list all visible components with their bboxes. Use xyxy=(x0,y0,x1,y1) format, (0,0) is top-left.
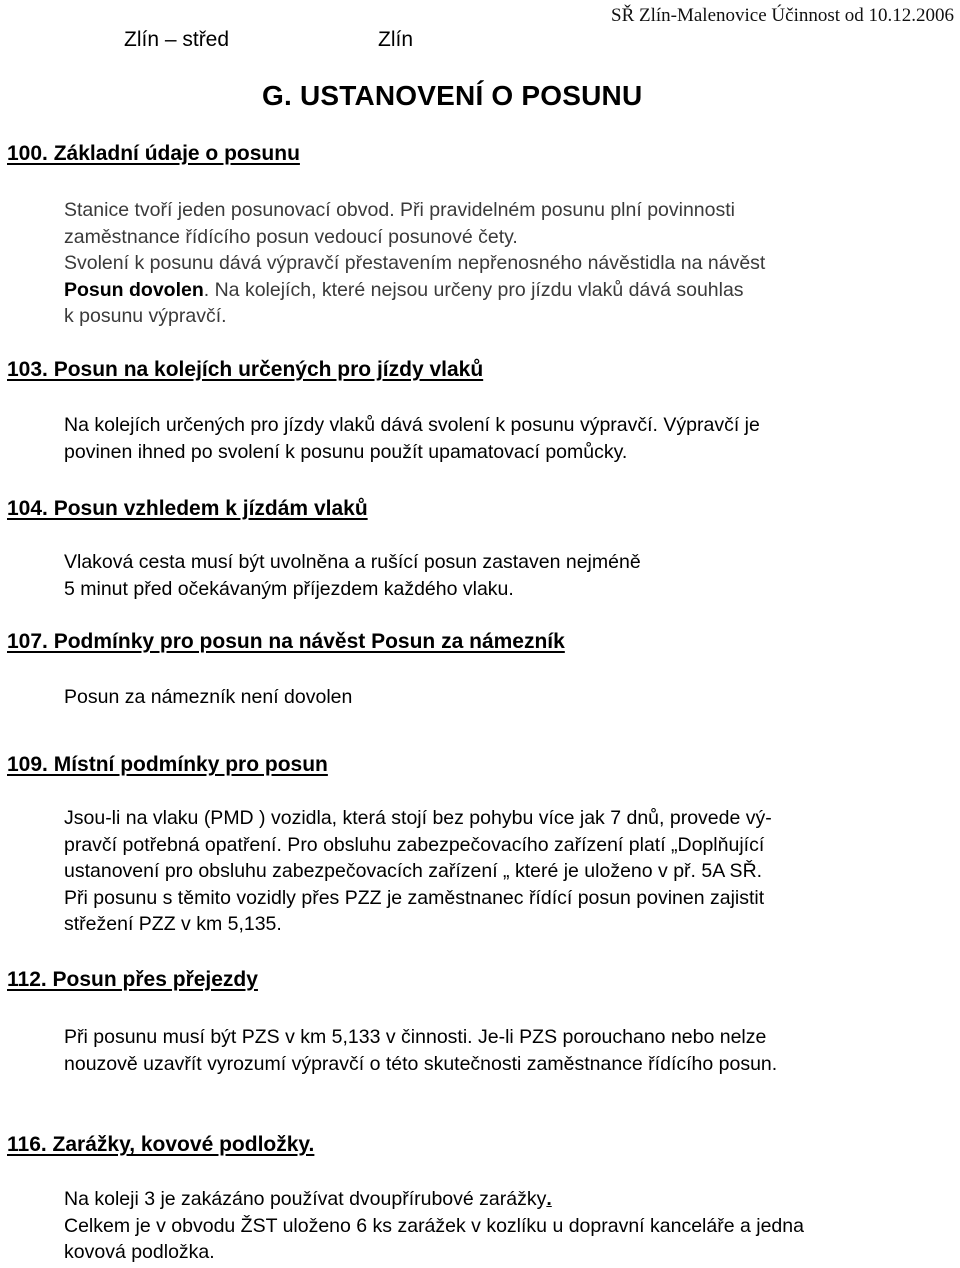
section-body-112 xyxy=(64,1024,777,1077)
text-fragment-dot: . xyxy=(546,1188,552,1210)
text-line: Stanice tvoří jeden posunovací obvod. Při pravidelném posunu plní povinnosti xyxy=(64,199,735,221)
section-body-103 xyxy=(64,412,760,465)
text-line: zaměstnance řídícího posun vedoucí posunové čety. xyxy=(64,225,518,248)
section-heading-107: 107. Podmínky pro posun na návěst Posun za námezník xyxy=(7,630,565,653)
text-line: Posun za námezník není dovolen xyxy=(64,686,353,708)
page-title: G. USTANOVENÍ O POSUNU xyxy=(262,80,643,111)
section-heading-109: 109. Místní podmínky pro posun xyxy=(7,753,328,776)
text-line: kovová podložka. xyxy=(64,1241,215,1263)
text-line: Na kolejích určených pro jízdy vlaků dává svolení k posunu výpravčí. Výpravčí je xyxy=(64,414,760,436)
section-body-107 xyxy=(64,684,352,711)
section-heading-103: 103. Posun na kolejích určených pro jízdy vlaků xyxy=(7,358,484,381)
text-line xyxy=(64,1186,804,1213)
text-line: nouzově uzavřít vyrozumí výpravčí o této skutečnosti zaměstnance řídícího posun. xyxy=(64,1052,778,1075)
text-fragment: Na koleji 3 je zakázáno používat dvoupřírubové zarážky xyxy=(64,1188,547,1210)
text-line: Svolení k posunu dává výpravčí přestavením nepřenosného návěstidla na návěst xyxy=(64,252,766,274)
section-heading-100: 100. Základní údaje o posunu xyxy=(7,142,300,165)
text-line: Při posunu s těmito vozidly přes PZZ je zaměstnanec řídící posun povinen zajistit xyxy=(64,886,765,909)
section-body-100 xyxy=(64,197,765,330)
text-line: povinen ihned po svolení k posunu použít upamatovací pomůcky. xyxy=(64,440,628,463)
header-regulation-info: SŘ Zlín-Malenovice Účinnost od 10.12.2006 xyxy=(611,5,955,26)
section-heading-116: 116. Zarážky, kovové podložky. xyxy=(7,1133,315,1156)
text-line: Celkem je v obvodu ŽST uloženo 6 ks zarážek v kozlíku u dopravní kanceláře a jedna xyxy=(64,1214,804,1237)
section-body-116 xyxy=(64,1186,804,1266)
text-fragment: . Na kolejích, které nejsou určeny pro jízdu vlaků dává souhlas xyxy=(203,278,744,301)
text-line xyxy=(64,277,765,304)
text-line: Vlaková cesta musí být uvolněna a rušící posun zastaven nejméně xyxy=(64,551,641,573)
text-line: k posunu výpravčí. xyxy=(64,305,227,327)
header-location-left: Zlín – střed xyxy=(124,28,230,51)
section-body-109 xyxy=(64,805,772,938)
header-location-middle: Zlín xyxy=(378,28,414,51)
signal-name-bold: Posun dovolen xyxy=(64,278,204,301)
section-heading-104: 104. Posun vzhledem k jízdám vlaků xyxy=(7,497,368,520)
section-heading-112: 112. Posun přes přejezdy xyxy=(7,968,258,991)
text-line: 5 minut před očekávaným příjezdem každého vlaku. xyxy=(64,577,514,600)
text-line: střežení PZZ v km 5,135. xyxy=(64,913,282,935)
text-line: Jsou-li na vlaku (PMD ) vozidla, která stojí bez pohybu více jak 7 dnů, provede vý- xyxy=(64,807,772,829)
text-line: ustanovení pro obsluhu zabezpečovacích zařízení „ které je uloženo v př. 5A SŘ. xyxy=(64,860,763,882)
section-body-104 xyxy=(64,549,641,602)
text-line: pravčí potřebná opatření. Pro obsluhu zabezpečovacího zařízení platí „Doplňující xyxy=(64,833,765,856)
text-line: Při posunu musí být PZS v km 5,133 v činnosti. Je-li PZS porouchano nebo nelze xyxy=(64,1026,767,1048)
